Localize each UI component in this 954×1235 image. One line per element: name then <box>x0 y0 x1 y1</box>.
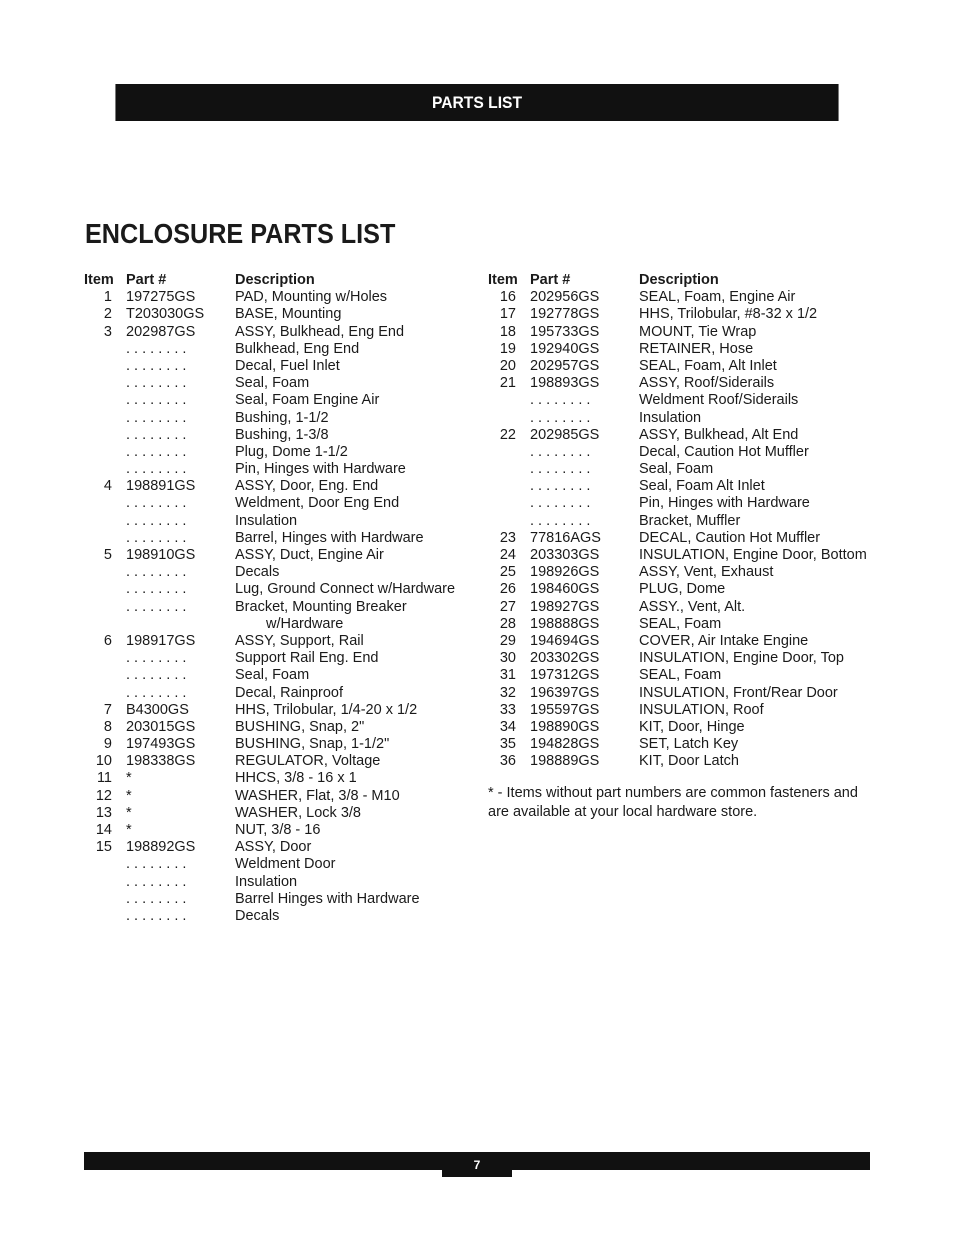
part-number: 202956GS <box>530 289 600 306</box>
part-number: 197493GS <box>126 736 196 753</box>
part-number: 198338GS <box>126 753 196 770</box>
item-number: 35 <box>499 736 516 753</box>
column-header-description: Description <box>235 272 315 288</box>
item-number: 17 <box>499 306 516 323</box>
item-number: 29 <box>499 632 516 649</box>
part-description: HHS, Trilobular, #8-32 x 1/2 <box>639 306 818 323</box>
dot-leader: . . . . . . . . <box>126 357 187 374</box>
table-row <box>488 324 868 341</box>
table-row <box>84 839 464 856</box>
dot-leader: . . . . . . . . <box>126 340 187 357</box>
column-header-description: Description <box>639 272 719 288</box>
item-number: 21 <box>499 375 516 392</box>
part-number: 198893GS <box>530 375 600 392</box>
part-description: INSULATION, Front/Rear Door <box>639 684 838 701</box>
part-description: ASSY., Vent, Alt. <box>639 598 746 615</box>
page-number-label: 7 <box>473 1157 481 1172</box>
item-number: 7 <box>103 701 112 718</box>
dot-leader: . . . . . . . . <box>530 478 591 495</box>
dot-leader: . . . . . . . . <box>126 564 187 581</box>
dot-leader: . . . . . . . . <box>126 426 187 443</box>
dot-leader: . . . . . . . . <box>530 461 591 478</box>
part-description: ASSY, Door, Eng. End <box>235 478 379 495</box>
dot-leader: . . . . . . . . <box>126 684 187 701</box>
table-subrow <box>488 410 868 427</box>
table-subrow <box>84 856 464 873</box>
dot-leader: . . . . . . . . <box>126 856 187 873</box>
column-header-part: Part # <box>126 272 167 288</box>
table-row <box>488 530 868 547</box>
table-row <box>84 822 464 839</box>
table-row <box>488 306 868 323</box>
item-number: 12 <box>95 787 112 804</box>
table-row <box>84 770 464 787</box>
table-subrow <box>488 392 868 409</box>
table-subrow <box>84 581 464 598</box>
item-number: 33 <box>499 701 516 718</box>
table-subrow <box>488 513 868 530</box>
parts-table-left <box>84 272 464 925</box>
dot-leader: . . . . . . . . <box>530 443 591 460</box>
part-description: Insulation <box>235 512 298 529</box>
part-description: Seal, Foam Engine Air <box>235 392 380 409</box>
part-description: Insulation <box>235 873 298 890</box>
item-number: 28 <box>499 615 516 632</box>
column-header-part: Part # <box>530 272 571 288</box>
parts-table-right <box>488 272 868 770</box>
table-subrow <box>84 341 464 358</box>
item-number: 14 <box>95 822 112 838</box>
table-row <box>488 616 868 633</box>
item-number: 36 <box>499 753 516 770</box>
table-subrow <box>84 427 464 444</box>
table-subrow <box>84 410 464 427</box>
part-description: HHCS, 3/8 - 16 x 1 <box>235 770 357 787</box>
part-description: SET, Latch Key <box>639 736 739 753</box>
table-header-row <box>84 272 464 289</box>
item-number: 34 <box>499 718 516 735</box>
item-number: 31 <box>499 667 516 684</box>
table-row <box>488 633 868 650</box>
item-number: 22 <box>499 426 516 443</box>
part-number: 197275GS <box>126 289 196 306</box>
item-number: 13 <box>95 804 112 821</box>
item-number: 6 <box>103 632 112 649</box>
dot-leader: . . . . . . . . <box>530 512 591 529</box>
part-description: Bracket, Mounting Breaker <box>235 598 407 615</box>
dot-leader: . . . . . . . . <box>126 667 187 684</box>
table-row <box>488 289 868 306</box>
part-description: BUSHING, Snap, 1-1/2" <box>235 736 390 753</box>
part-number: 195733GS <box>530 323 600 340</box>
part-description: Decals <box>235 907 280 924</box>
part-description: HHS, Trilobular, 1/4-20 x 1/2 <box>235 701 418 718</box>
part-number: 192778GS <box>530 306 600 323</box>
part-description: ASSY, Bulkhead, Alt End <box>639 426 799 443</box>
dot-leader: . . . . . . . . <box>126 512 187 529</box>
part-description: ASSY, Support, Rail <box>235 632 364 649</box>
part-description: WASHER, Flat, 3/8 - M10 <box>235 787 400 804</box>
part-description: MOUNT, Tie Wrap <box>639 323 757 340</box>
item-number: 1 <box>103 289 112 306</box>
dot-leader: . . . . . . . . <box>126 581 187 598</box>
column-header-item: Item <box>84 272 114 288</box>
part-description: REGULATOR, Voltage <box>235 753 381 770</box>
item-number: 19 <box>499 340 516 357</box>
part-number: 77816AGS <box>530 529 601 546</box>
table-subrow <box>84 358 464 375</box>
item-number: 3 <box>103 323 112 340</box>
part-number: 198888GS <box>530 615 600 632</box>
item-number: 32 <box>499 684 516 701</box>
dot-leader: . . . . . . . . <box>126 495 187 512</box>
part-number: * <box>126 822 132 838</box>
item-number: 18 <box>499 323 516 340</box>
item-number: 4 <box>103 478 112 495</box>
table-row <box>488 599 868 616</box>
part-number: 203015GS <box>126 718 196 735</box>
part-number: * <box>126 770 132 787</box>
part-number: 203302GS <box>530 650 600 667</box>
part-description: Bulkhead, Eng End <box>235 340 360 357</box>
dot-leader: . . . . . . . . <box>126 409 187 426</box>
table-subrow <box>84 392 464 409</box>
item-number: 20 <box>499 357 516 374</box>
dot-leader: . . . . . . . . <box>126 650 187 667</box>
part-description: COVER, Air Intake Engine <box>639 632 809 649</box>
table-row <box>84 547 464 564</box>
part-description: SEAL, Foam <box>639 615 722 632</box>
part-description: Pin, Hinges with Hardware <box>639 495 810 512</box>
item-number: 26 <box>499 581 516 598</box>
part-number: 198892GS <box>126 839 196 856</box>
item-number: 11 <box>96 770 112 787</box>
dot-leader: . . . . . . . . <box>126 598 187 615</box>
item-number: 5 <box>103 547 112 563</box>
dot-leader: . . . . . . . . <box>126 375 187 392</box>
part-description: Bracket, Muffler <box>639 512 741 529</box>
table-row <box>84 324 464 341</box>
item-number: 16 <box>499 289 516 306</box>
part-description: ASSY, Bulkhead, Eng End <box>235 323 405 340</box>
part-number: 195597GS <box>530 701 600 718</box>
table-row <box>84 736 464 753</box>
table-subrow <box>488 461 868 478</box>
part-description: Barrel, Hinges with Hardware <box>235 529 424 546</box>
part-description: Bushing, 1-3/8 <box>235 426 329 443</box>
dot-leader: . . . . . . . . <box>126 873 187 890</box>
page-number <box>442 1152 512 1177</box>
table-subrow <box>84 530 464 547</box>
part-number: 198910GS <box>126 547 196 563</box>
item-number: 15 <box>95 839 112 856</box>
part-description: Seal, Foam <box>235 375 310 392</box>
part-number: B4300GS <box>126 701 189 718</box>
dot-leader: . . . . . . . . <box>126 529 187 546</box>
dot-leader: . . . . . . . . <box>126 907 187 924</box>
dot-leader: . . . . . . . . <box>126 890 187 907</box>
item-number: 25 <box>499 564 516 581</box>
part-description: INSULATION, Engine Door, Bottom <box>639 547 867 563</box>
part-description: DECAL, Caution Hot Muffler <box>639 529 821 546</box>
table-row <box>488 427 868 444</box>
item-number: 2 <box>103 306 112 323</box>
part-description: PAD, Mounting w/Holes <box>235 289 388 306</box>
table-row <box>84 788 464 805</box>
dot-leader: . . . . . . . . <box>126 461 187 478</box>
table-row <box>488 564 868 581</box>
part-description: Plug, Dome 1-1/2 <box>235 443 348 460</box>
table-subrow <box>84 599 464 616</box>
table-row <box>488 358 868 375</box>
part-description: INSULATION, Engine Door, Top <box>639 650 844 667</box>
footnote: * - Items without part numbers are common fasteners and are available at your local hardware store. <box>488 785 858 820</box>
part-description: Decal, Fuel Inlet <box>235 357 340 374</box>
part-number: 197312GS <box>530 667 600 684</box>
part-number: 198890GS <box>530 718 600 735</box>
section-header-bar <box>115 84 838 121</box>
part-description: ASSY, Roof/Siderails <box>639 375 775 392</box>
part-description: NUT, 3/8 - 16 <box>235 822 321 838</box>
part-description: KIT, Door, Hinge <box>639 718 745 735</box>
dot-leader: . . . . . . . . <box>530 495 591 512</box>
table-subrow <box>84 891 464 908</box>
part-description: SEAL, Foam <box>639 667 722 684</box>
table-row <box>488 667 868 684</box>
table-row <box>84 633 464 650</box>
table-row <box>488 341 868 358</box>
item-number: 30 <box>499 650 516 667</box>
part-description: Weldment Roof/Siderails <box>639 392 799 409</box>
part-description: Decal, Caution Hot Muffler <box>639 443 809 460</box>
part-description: WASHER, Lock 3/8 <box>235 804 361 821</box>
part-description: Weldment, Door Eng End <box>235 495 400 512</box>
part-description: Lug, Ground Connect w/Hardware <box>235 581 456 598</box>
table-row <box>488 736 868 753</box>
part-number: 198460GS <box>530 581 600 598</box>
table-row <box>488 753 868 770</box>
part-number: T203030GS <box>126 306 205 323</box>
item-number: 24 <box>499 547 516 563</box>
part-description: Decals <box>235 564 280 581</box>
part-description: SEAL, Foam, Engine Air <box>639 289 796 306</box>
table-row <box>488 702 868 719</box>
dot-leader: . . . . . . . . <box>530 392 591 409</box>
table-subrow <box>84 461 464 478</box>
table-subrow <box>488 495 868 512</box>
dot-leader: . . . . . . . . <box>126 443 187 460</box>
part-description: ASSY, Vent, Exhaust <box>639 564 774 581</box>
part-number: 203303GS <box>530 547 600 563</box>
part-number: 194828GS <box>530 736 600 753</box>
item-number: 10 <box>95 753 112 770</box>
part-number: 198917GS <box>126 632 196 649</box>
table-subrow <box>84 513 464 530</box>
part-description-continued: w/Hardware <box>266 615 344 632</box>
table-subrow <box>84 874 464 891</box>
part-number: * <box>126 804 132 821</box>
part-description: Seal, Foam Alt Inlet <box>639 478 765 495</box>
part-description: BASE, Mounting <box>235 306 342 323</box>
part-description: ASSY, Door <box>235 839 312 856</box>
table-row-continuation <box>84 616 464 633</box>
table-row <box>488 719 868 736</box>
part-number: 198891GS <box>126 478 196 495</box>
dot-leader: . . . . . . . . <box>530 409 591 426</box>
part-number: 198926GS <box>530 564 600 581</box>
table-row <box>84 702 464 719</box>
table-row <box>84 805 464 822</box>
column-header-item: Item <box>488 272 518 288</box>
table-subrow <box>488 478 868 495</box>
part-description: ASSY, Duct, Engine Air <box>235 547 384 563</box>
table-row <box>84 478 464 495</box>
part-description: Support Rail Eng. End <box>235 650 379 667</box>
part-description: SEAL, Foam, Alt Inlet <box>639 357 777 374</box>
table-row <box>488 547 868 564</box>
table-row <box>488 650 868 667</box>
table-subrow <box>488 444 868 461</box>
table-subrow <box>84 908 464 925</box>
table-row <box>84 719 464 736</box>
part-description: KIT, Door Latch <box>639 753 739 770</box>
item-number: 9 <box>103 736 112 753</box>
part-number: 194694GS <box>530 632 600 649</box>
part-number: 198889GS <box>530 753 600 770</box>
table-subrow <box>84 375 464 392</box>
part-description: Weldment Door <box>235 856 336 873</box>
table-subrow <box>84 444 464 461</box>
table-subrow <box>84 650 464 667</box>
page-title: ENCLOSURE PARTS LIST <box>85 218 396 249</box>
part-number: 196397GS <box>530 684 600 701</box>
item-number: 23 <box>499 529 516 546</box>
table-row <box>84 753 464 770</box>
dot-leader: . . . . . . . . <box>126 392 187 409</box>
item-number: 27 <box>499 598 516 615</box>
part-description: Insulation <box>639 409 702 426</box>
table-subrow <box>84 495 464 512</box>
part-number: 192940GS <box>530 340 600 357</box>
table-header-row <box>488 272 868 289</box>
table-row <box>488 581 868 598</box>
part-description: Seal, Foam <box>235 667 310 684</box>
table-row <box>488 685 868 702</box>
part-description: Seal, Foam <box>639 461 714 478</box>
table-row <box>84 289 464 306</box>
section-header-title: PARTS LIST <box>431 92 523 112</box>
table-row <box>84 306 464 323</box>
part-description: Bushing, 1-1/2 <box>235 409 329 426</box>
part-description: BUSHING, Snap, 2" <box>235 718 365 735</box>
part-number: * <box>126 787 132 804</box>
item-number: 8 <box>103 718 112 735</box>
part-description: Pin, Hinges with Hardware <box>235 461 406 478</box>
table-subrow <box>84 685 464 702</box>
table-subrow <box>84 564 464 581</box>
part-number: 202957GS <box>530 357 600 374</box>
part-number: 202987GS <box>126 323 196 340</box>
part-description: Barrel Hinges with Hardware <box>235 890 420 907</box>
part-description: PLUG, Dome <box>639 581 726 598</box>
part-number: 198927GS <box>530 598 600 615</box>
part-description: INSULATION, Roof <box>639 701 764 718</box>
table-subrow <box>84 667 464 684</box>
part-number: 202985GS <box>530 426 600 443</box>
part-description: RETAINER, Hose <box>639 340 754 357</box>
part-description: Decal, Rainproof <box>235 684 343 701</box>
table-row <box>488 375 868 392</box>
